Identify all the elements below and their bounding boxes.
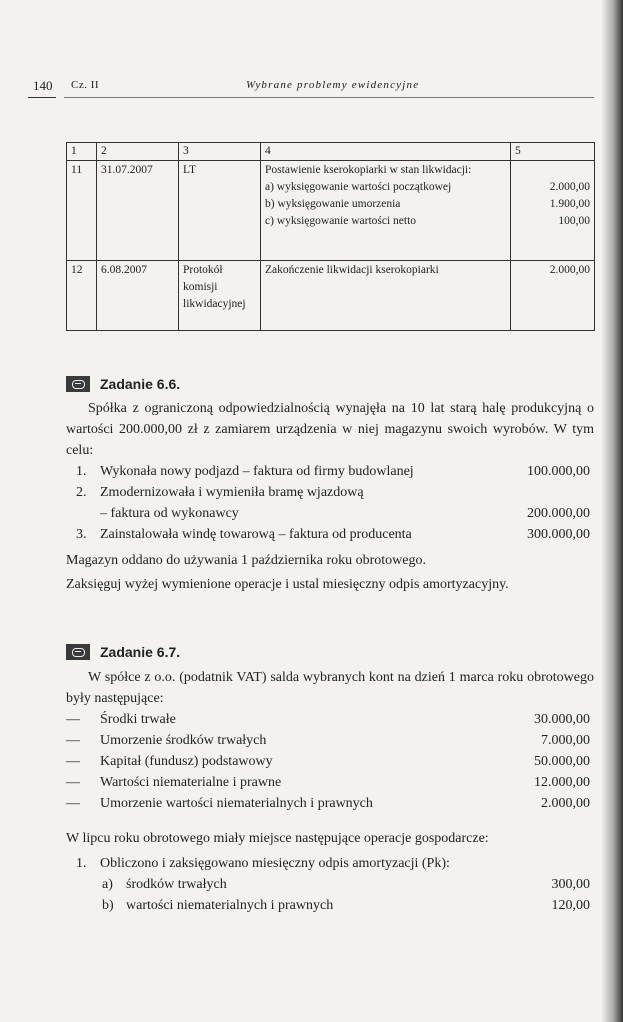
list-item: 1. Wykonała nowy podjazd – faktura od firmy budowlanej 100.000,00 xyxy=(66,461,594,482)
row-description xyxy=(261,161,511,261)
list-item-continuation: – faktura od wykonawcy 200.000,00 xyxy=(66,503,594,524)
table-header-row xyxy=(67,143,595,161)
header-rule-left xyxy=(28,97,56,98)
task-paragraph: Magazyn oddano do używania 1 października roku obrotowego. xyxy=(66,553,426,568)
amount-b: 1.900,00 xyxy=(549,198,590,210)
item-value: 300.000,00 xyxy=(527,527,590,542)
sub-item-b: b) wyksięgowanie umorzenia xyxy=(265,198,401,210)
task-intro: W spółce z o.o. (podatnik VAT) salda wybranych kont na dzień 1 marca roku obrotowego były następujące: xyxy=(66,670,594,706)
task-intro: Spółka z ograniczoną odpowiedzialnością wynajęła na 10 lat starą halę produkcyjną o wartości 200.000,00 zł z zamiarem urządzenia w niej magazynu swoich wyrobów. W tym celu: xyxy=(66,401,594,458)
row-document: Protokół komisji likwidacyjnej xyxy=(179,261,261,331)
part-label: Cz. II xyxy=(71,79,100,91)
item-value: 100.000,00 xyxy=(527,464,590,479)
task-icon xyxy=(66,644,90,660)
col-number-5: 5 xyxy=(511,143,595,161)
table-row xyxy=(67,261,595,331)
task-6-7-heading xyxy=(66,642,180,662)
task-6-7-body xyxy=(66,667,594,916)
journal-table xyxy=(66,142,595,331)
sub-item-a: a) wyksięgowanie wartości początkowej xyxy=(265,181,452,193)
col-number-3: 3 xyxy=(179,143,261,161)
list-item: 3. Zainstalowała windę towarową – faktura od producenta 300.000,00 xyxy=(66,524,594,545)
col-number-4: 4 xyxy=(261,143,511,161)
row-date: 6.08.2007 xyxy=(97,261,179,331)
col-number-2: 2 xyxy=(97,143,179,161)
operations-intro: W lipcu roku obrotowego miały miejsce następujące operacje gospodarcze: xyxy=(66,831,489,846)
sub-list-item: b) wartości niematerialnych i prawnych 120,00 xyxy=(102,898,590,913)
balance-row: — Umorzenie środków trwałych 7.000,00 xyxy=(66,733,590,748)
amount-a: 2.000,00 xyxy=(549,181,590,193)
balance-row: — Kapitał (fundusz) podstawowy 50.000,00 xyxy=(66,754,590,769)
row-document: LT xyxy=(179,161,261,261)
page-binding-shadow xyxy=(601,0,623,1022)
balance-row: — Środki trwałe 30.000,00 xyxy=(66,712,590,727)
row-amount: 2.000,00 xyxy=(511,261,595,331)
sub-item-c: c) wyksięgowanie wartości netto xyxy=(265,215,417,227)
running-title: Wybrane problemy ewidencyjne xyxy=(246,79,420,91)
balance-row: — Wartości niematerialne i prawne 12.000,00 xyxy=(66,775,590,790)
page-number: 140 xyxy=(33,78,53,93)
row-date: 31.07.2007 xyxy=(97,161,179,261)
header-rule xyxy=(64,97,594,98)
row-number: 12 xyxy=(67,261,97,331)
row-description: Zakończenie likwidacji kserokopiarki xyxy=(261,261,511,331)
list-item: 2. Zmodernizowała i wymieniła bramę wjazdową xyxy=(76,485,364,500)
task-6-6-body xyxy=(66,398,594,595)
row-number: 11 xyxy=(67,161,97,261)
col-number-1: 1 xyxy=(67,143,97,161)
item-value: 200.000,00 xyxy=(527,506,590,521)
amount-c: 100,00 xyxy=(558,215,590,227)
description-heading: Postawienie kserokopiarki w stan likwidacji: xyxy=(265,164,472,176)
sub-list-item: a) środków trwałych 300,00 xyxy=(102,877,590,892)
running-header xyxy=(33,78,593,98)
task-title: Zadanie 6.7. xyxy=(100,644,181,660)
list-item: 1. Obliczono i zaksięgowano miesięczny odpis amortyzacji (Pk): xyxy=(76,856,450,871)
task-6-6-heading xyxy=(66,374,180,394)
table-row xyxy=(67,161,595,261)
task-icon xyxy=(66,376,90,392)
task-title: Zadanie 6.6. xyxy=(100,376,181,392)
row-amounts xyxy=(511,161,595,261)
task-instruction: Zaksięguj wyżej wymienione operacje i ustal miesięczny odpis amortyzacyjny. xyxy=(66,577,509,592)
balance-row: — Umorzenie wartości niematerialnych i prawnych 2.000,00 xyxy=(66,796,590,811)
